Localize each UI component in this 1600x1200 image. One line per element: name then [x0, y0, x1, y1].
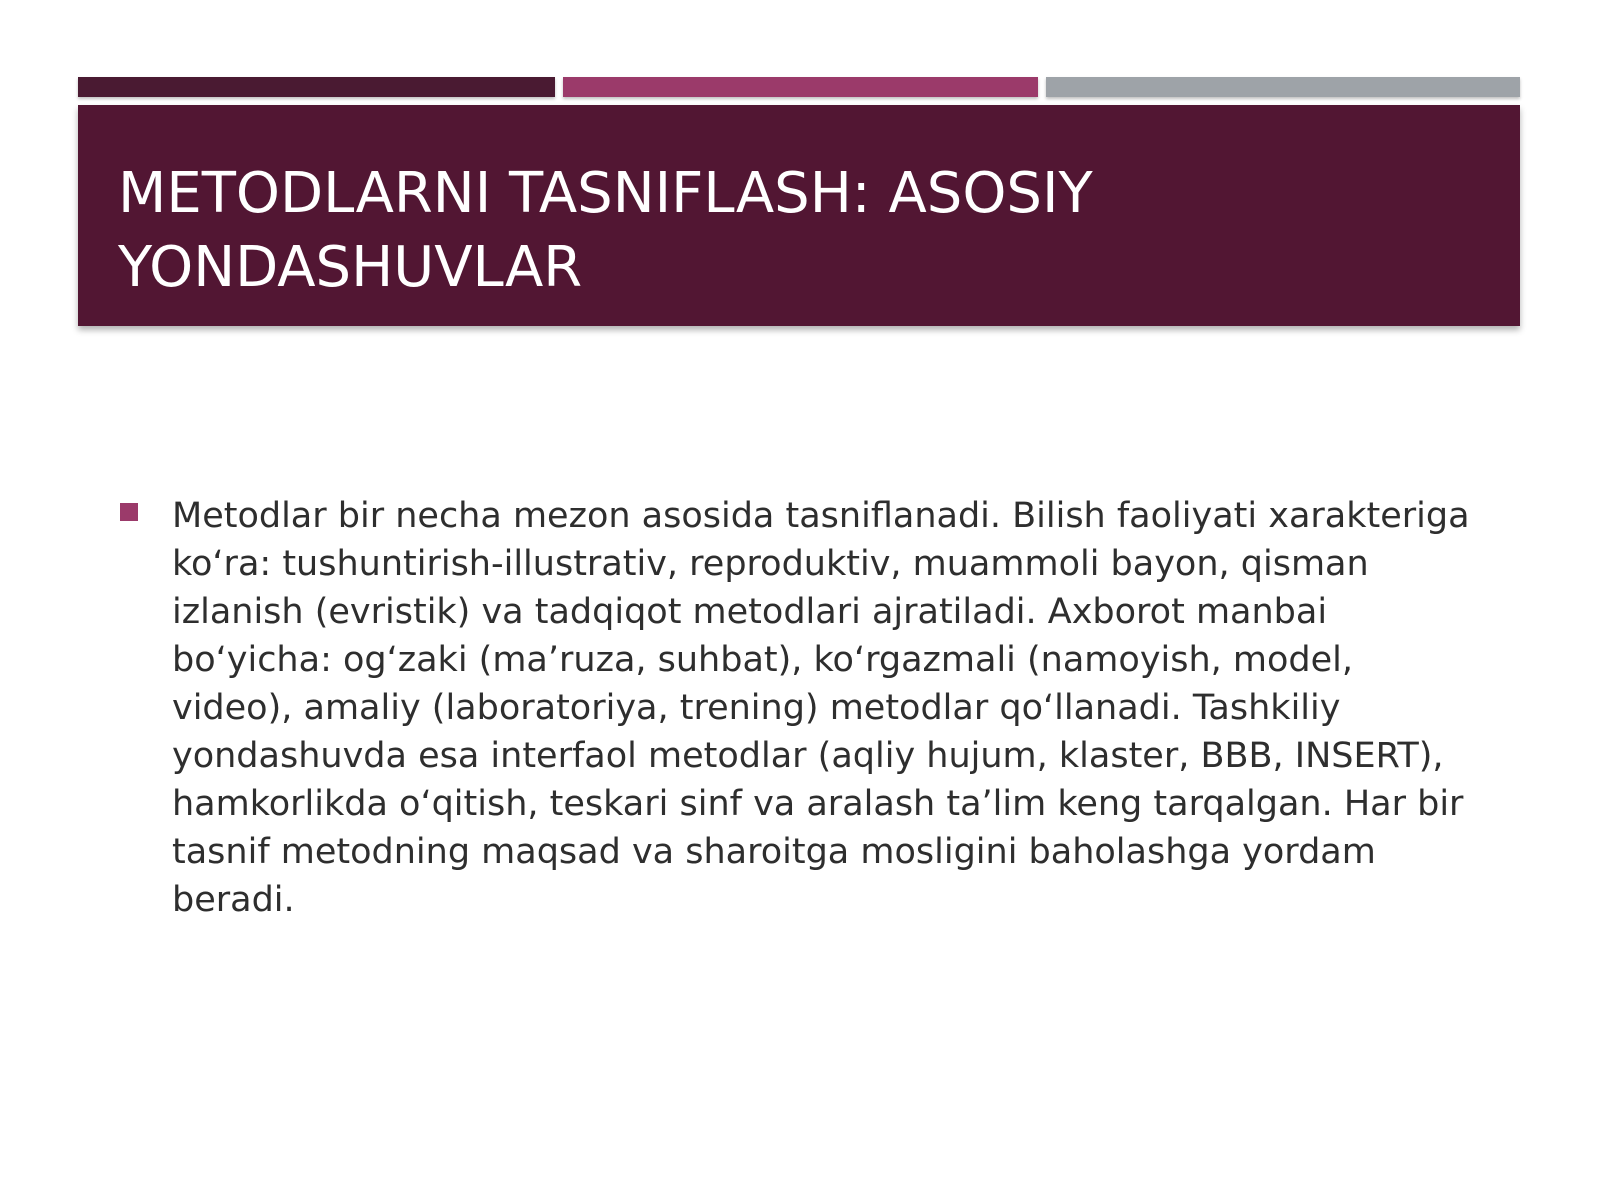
- square-bullet-icon: [120, 503, 138, 521]
- accent-bar-dark: [78, 77, 555, 97]
- accent-bar-gray: [1046, 77, 1520, 97]
- slide-title: METODLARNI TASNIFLASH: ASOSIY YONDASHUVLAR: [118, 161, 1093, 300]
- bullet-item: [120, 492, 1500, 924]
- content-area: [120, 492, 1500, 924]
- accent-bar-magenta: [563, 77, 1038, 97]
- title-box: [78, 105, 1520, 326]
- bullet-text: Metodlar bir necha mezon asosida tasniflanadi. Bilish faoliyati xarakteriga koʻra: tushuntirish-illustrativ, reproduktiv, muammoli bayon, qisman izlanish (evristik) va tadqiqot metodlari ajratiladi. Axborot manbai boʻyicha: ogʻzaki (maʼruza, suhbat), koʻrgazmali (namoyish, model, video), amaliy (laboratoriya, trening) metodlar qoʻllanadi. Tashkiliy yondashuvda esa interfaol metodlar (aqliy hujum, klaster, BBB, INSERT), hamkorlikda oʻqitish, teskari sinf va aralash taʼlim keng tarqalgan. Har bir tasnif metodning maqsad va sharoitga mosligini baholashga yordam beradi.: [172, 496, 1470, 920]
